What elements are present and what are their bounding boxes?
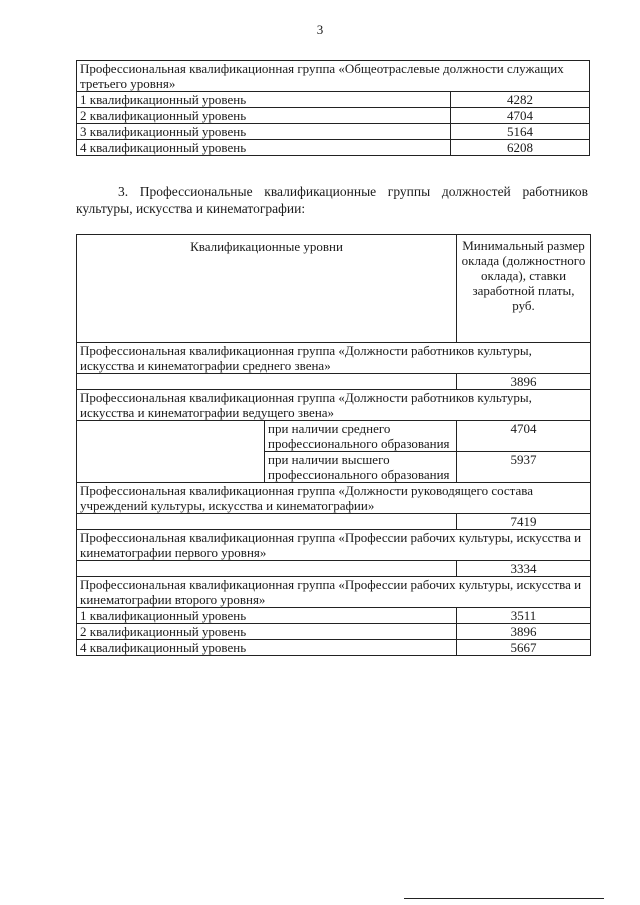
header-levels: Квалификационные уровни	[77, 235, 457, 343]
header-salary: Минимальный размер оклада (должностного оклада), ставки заработной платы, руб.	[457, 235, 591, 343]
table-row	[77, 343, 591, 374]
salary-value: 3511	[457, 608, 591, 624]
table-row	[77, 421, 591, 452]
salary-value: 7419	[457, 514, 591, 530]
level-label: 1 квалификационный уровень	[77, 92, 451, 108]
table-row	[77, 514, 591, 530]
table-row	[77, 608, 591, 624]
level-label: 3 квалификационный уровень	[77, 124, 451, 140]
group-title: Профессиональная квалификационная группа «Профессии рабочих культуры, искусства и кинематографии первого уровня»	[77, 530, 591, 561]
table-row	[77, 124, 590, 140]
group-title: Профессиональная квалификационная группа «Профессии рабочих культуры, искусства и кинематографии второго уровня»	[77, 577, 591, 608]
salary-table-general-positions	[76, 60, 590, 156]
salary-value: 6208	[451, 140, 590, 156]
condition-label: при наличии высшего профессионального образования	[265, 452, 457, 483]
group-title: Профессиональная квалификационная группа «Должности работников культуры, искусства и кинематографии среднего звена»	[77, 343, 591, 374]
level-label: 1 квалификационный уровень	[77, 608, 457, 624]
table-row	[77, 640, 591, 656]
level-label: 2 квалификационный уровень	[77, 624, 457, 640]
condition-label: при наличии среднего профессионального образования	[265, 421, 457, 452]
section-3-heading: 3. Профессиональные квалификационные группы должностей работников культуры, искусства и кинематографии:	[76, 184, 588, 216]
salary-table-culture-workers	[76, 234, 591, 656]
table-row	[77, 61, 590, 92]
table-row	[77, 624, 591, 640]
table-header-row	[77, 235, 591, 343]
empty-cell	[77, 374, 457, 390]
salary-value: 3334	[457, 561, 591, 577]
empty-cell	[77, 514, 457, 530]
salary-value: 3896	[457, 374, 591, 390]
level-label: 4 квалификационный уровень	[77, 140, 451, 156]
table-row	[77, 483, 591, 514]
salary-value: 5667	[457, 640, 591, 656]
salary-value: 4282	[451, 92, 590, 108]
table-row	[77, 92, 590, 108]
salary-value: 4704	[457, 421, 591, 452]
group-title: Профессиональная квалификационная группа «Общеотраслевые должности служащих третьего уровня»	[77, 61, 590, 92]
table-row	[77, 108, 590, 124]
table-row	[77, 390, 591, 421]
salary-value: 3896	[457, 624, 591, 640]
table-row	[77, 140, 590, 156]
level-label: 2 квалификационный уровень	[77, 108, 451, 124]
salary-value: 5937	[457, 452, 591, 483]
table-row	[77, 561, 591, 577]
footer-divider	[404, 898, 604, 899]
empty-cell	[77, 561, 457, 577]
empty-cell	[77, 421, 265, 483]
level-label: 4 квалификационный уровень	[77, 640, 457, 656]
salary-value: 4704	[451, 108, 590, 124]
table-row	[77, 374, 591, 390]
page-number: 3	[316, 22, 324, 37]
table-row	[77, 577, 591, 608]
table-row	[77, 530, 591, 561]
group-title: Профессиональная квалификационная группа «Должности работников культуры, искусства и кинематографии ведущего звена»	[77, 390, 591, 421]
group-title: Профессиональная квалификационная группа «Должности руководящего состава учреждений культуры, искусства и кинематографии»	[77, 483, 591, 514]
salary-value: 5164	[451, 124, 590, 140]
